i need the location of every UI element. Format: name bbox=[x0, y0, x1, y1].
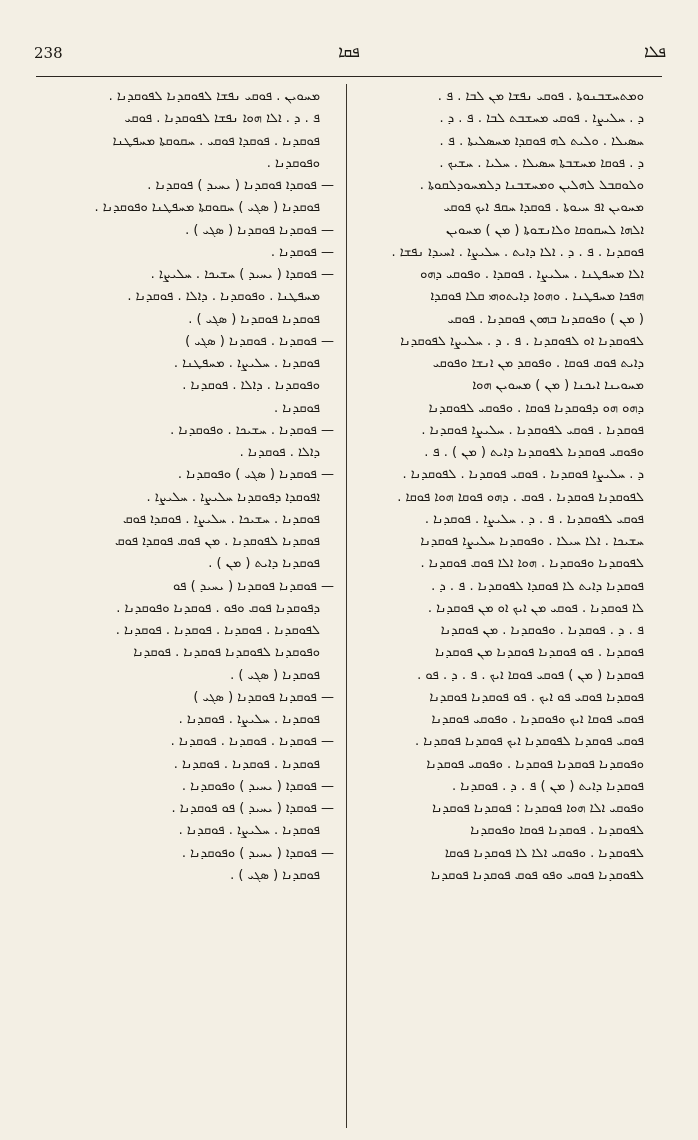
text-line: ܦܘܩܝ ܦܘܩܐ ܐܝܟ ܘܦܘܩܕܢܐ . ܘܦܘܩܝ ܦܘܩܕܢܐ bbox=[431, 712, 644, 727]
dictionary-entry-line: — ܦܘܩܕܢܐ . ܦܘܩܕܢܐ . ܦܘܩܕܢܐ . bbox=[170, 734, 334, 750]
text-line: ܦ . ܕ . ܦܘܩܕܢܐ . ܘܦܘܩܕܢܐ . ܡܢ ܦܘܩܕܢܐ bbox=[440, 623, 644, 638]
dictionary-entry-line: — ܦܘܩܕܢܐ . bbox=[270, 244, 334, 260]
text-line: ܦܘܩܕܢܐ . ܦ . ܕ . ܐܠܐ ܕܐܝܬ . ܚܠܝܨܐ . ܐܚܝܕܐ ܢܦܫܐ . bbox=[391, 244, 644, 260]
text-line: ܦܘܩܕܢܐ ܦܘܩܝ ܦܘ ܐܝܟ . ܦܘ ܦܘܩܕܢܐ ܦܘܩܕܢܐ bbox=[429, 689, 644, 705]
text-line: ܦܘܩܕܢܐ ( ܡܢ ) ܦܘܩܝ ܦܘܩܐ ܐܝܟ . ܦ . ܕ . ܦܘ . bbox=[417, 667, 644, 683]
text-line: ܦܘܩܕܢܐ ܕܐܝܬ ܠܐ ܦܘܩܕܐ ܠܦܘܩܕܢܐ . ܦ . ܕ . bbox=[431, 578, 644, 594]
dictionary-entry-line: — ܦܘܩܕܢܐ ܦܘܩܕܢܐ ( ܝܚܝܕ ) ܦܘ bbox=[173, 578, 334, 594]
text-line: ܠܦܘܩܕܢܐ . ܦܘܩܕܢܐ . ܦܘܩܕܢܐ . ܦܘܩܕܢܐ . bbox=[115, 623, 320, 638]
text-line: ܦܘܩܕܢܐ . ܚܫܝܟܐ . ܚܠܝܨܐ . ܦܘܩܕܐ ܦܘܩ bbox=[123, 511, 320, 527]
text-line: ܚܫܝܟܐ . ܐܠܐ ܚܝܠܐ . ܘܦܘܩܕܢܐ ܚܠܝܨܐ ܦܘܩܕܢܐ bbox=[420, 534, 644, 549]
header-rule bbox=[36, 76, 662, 77]
dictionary-entry-line: — ܦܘܩܕܢܐ ܦܘܩܕܢܐ ( ܣܓܝ ) . bbox=[185, 222, 334, 238]
text-line: ܠܐ ܦܘܩܕܢܐ . ܦܘܩܝ ܡܢ ܐܝܟ ܐܘ ܡܢ ܦܘܩܕܢܐ . bbox=[427, 600, 644, 616]
text-line: ܕܦܘܩܕܢܐ ܦܘܩ ܘܦܘ . ܦܘܩܕܢܐ ܘܦܘܩܕܢܐ . bbox=[116, 600, 320, 616]
text-line: ܕܐܝܬ ܦܘܩ ܦܘܩܐ . ܘܦܘܩܕ ܡܢ ܐܢܫܐ ܘܦܘܩܝ bbox=[432, 356, 644, 371]
text-line: ܘܦܘܩܝ ܐܠܐ ܗܘܐ ܦܘܩܕܢܐ : ܦܘܩܕܢܐ ܦܘܩܕܢܐ bbox=[432, 801, 644, 816]
text-line: ܦܘܩܕܢܐ . ܚܠܝܨܐ . ܦܘܩܕܢܐ . bbox=[178, 823, 320, 839]
text-line: ܦܘܩܕܢܐ ܕܐܝܬ ( ܡܢ ) . bbox=[208, 556, 320, 572]
text-line: ܠܦܘܩܕܢܐ ܦܘܩܕܢܐ . ܦܘܩ . ܕܗܘ ܦܘܩܐ ܗܘܐ ܦܘܩܐ . bbox=[397, 489, 644, 505]
text-line: ܘܦܘܩܕܢܐ . ܕܐܠܐ . ܦܘܩܕܢܐ . bbox=[182, 378, 320, 394]
text-line: ܠܦܘܩܕܢܐ . ܘܦܘܩܝ ܐܠܐ ܠܐ ܦܘܩܕܢܐ ܦܘܩܐ bbox=[444, 845, 644, 861]
text-line: ܐܠܗܐ ܠܚܩܘܩܐ ܘܠܐܢܫܘܬܐ ( ܡܢ ) ܡܚܘܝܢ bbox=[445, 222, 644, 238]
dictionary-entry-line: — ܦܘܩܕܢܐ ( ܣܓܝ ) ܘܦܘܩܕܢܐ . bbox=[177, 467, 334, 483]
text-line: ܦ . ܕ . ܐܠܐ ܗܘܐ ܢܦܫܐ ܠܦܘܩܕܢܐ . ܦܘܩܝ bbox=[124, 111, 320, 127]
text-line: ܕܐܠܐ . ܦܘܩܕܢܐ . bbox=[239, 445, 320, 460]
text-line: ܦܘܩܕܢܐ ܕܐܝܬ ( ܡܢ ) ܦ . ܕ . ܦܘܩܕܢܐ . bbox=[452, 778, 644, 794]
right-column bbox=[362, 86, 658, 887]
text-line: ܦܘܩܕܢܐ . ܦܘܩܝ ܠܦܘܩܕܢܐ . ܚܠܝܨܐ ܦܘܩܕܢܐ . bbox=[421, 422, 644, 438]
dictionary-entry-line: — ܦܘܩܕܐ ܦܘܩܕܢܐ ( ܝܚܝܕ ) ܦܘܩܕܢܐ . bbox=[147, 178, 334, 193]
text-line: ( ܡܢ ) ܘܦܘܩܕܢܐ ܒܗܘܢ ܦܘܩܕܢܐ . ܦܘܩܝ bbox=[447, 311, 644, 327]
running-head-right: ܦܠܐ bbox=[644, 42, 666, 61]
text-line: ܗܦܟܐ ܡܚܦܛܢܐ . ܘܗܘܐ ܕܐܝܬܘܗܝ ܩܠܐ ܦܘܩܕܐ bbox=[430, 289, 644, 305]
dictionary-entry-line: — ܦܘܩܕܢܐ ܦܘܩܕܢܐ ( ܣܓܝ ) bbox=[193, 689, 334, 705]
dictionary-entry-line: — ܦܘܩܕܐ ( ܝܚܝܕ ) ܘܦܘܩܕܢܐ . bbox=[181, 778, 334, 794]
dictionary-entry-line: — ܦܘܩܕܐ ( ܝܚܝܕ ) ܘܦܘܩܕܢܐ . bbox=[181, 845, 334, 861]
text-line: ܠܦܘܩܕܢܐ ܦܘܩܝ ܘܦܘ ܦܘܩ ܦܘܩܕܢܐ ܦܘܩܕܢܐ bbox=[431, 867, 644, 883]
text-line: ܚܣܝܠܐ . ܘܠܝܬ ܠܗ ܦܘܩܕܐ ܡܚܣܠܝܬܐ . ܦ . bbox=[439, 133, 644, 149]
text-line: ܦܘܩܕܢܐ ܠܦܘܩܕܢܐ . ܡܢ ܦܘܩ ܦܘܩܕܐ ܦܘܩ bbox=[115, 534, 320, 549]
text-line: ܕ . ܦܘܩܐ ܡܚܫܒܬܐ ܚܣܝܠܐ . ܚܠܝܐ . ܚܫܝܟ . bbox=[439, 155, 644, 171]
text-line: ܦܘܩܕܢܐ ܦܘܩܕܢܐ ( ܣܓܝ ) . bbox=[188, 311, 320, 327]
page-header bbox=[20, 40, 678, 70]
text-line: ܦܘܩܕܢܐ . bbox=[274, 400, 320, 416]
text-line: ܡܚܘܝܢܐ ܐܝܟܢܐ ( ܡܢ ) ܡܚܘܝܢ ܗܘܐ bbox=[472, 378, 644, 394]
text-line: ܦܘܩܕܢܐ ( ܣܓܝ ) ܚܩܘܩܬܐ ܡܚܦܛܢܐ ܘܦܘܩܕܢܐ . bbox=[94, 200, 320, 216]
text-line: ܦܘܩܕܢܐ . ܚܠܝܨܐ . ܦܘܩܕܢܐ . bbox=[178, 712, 320, 727]
text-line: ܠܦܘܩܕܢܐ . ܦܘܩܕܢܐ ܦܘܩܐ ܘܦܘܩܕܢܐ bbox=[470, 823, 644, 839]
left-column bbox=[38, 86, 334, 887]
text-line: ܦܘܩܕܢܐ . ܦܘܩܕܢܐ . ܦܘܩܕܢܐ . bbox=[173, 756, 320, 772]
column-divider bbox=[346, 84, 347, 1128]
text-line: ܘܦܘܩܕܢܐ ܦܘܩܕܢܐ ܦܘܩܕܢܐ . ܘܦܘܩܝ ܦܘܩܕܢܐ bbox=[426, 756, 644, 772]
text-line: ܘܦܘܩܝ ܦܘܩܕܢܐ ܠܦܘܩܕܢܐ ܕܐܝܬ ( ܡܢ ) . ܦ . bbox=[424, 445, 644, 460]
dictionary-entry-line: — ܦܘܩܕܐ ( ܝܚܝܕ ) ܚܫܝܟܐ . ܚܠܝܨܐ . bbox=[150, 267, 334, 282]
text-line: ܘܡܬܚܫܒܢܘܬܐ . ܦܘܩܝ ܢܦܫܐ ܡܢ ܠܒܐ . ܦ . bbox=[437, 89, 644, 104]
text-line: ܦܘܩܕܢܐ ( ܣܓܝ ) . bbox=[230, 867, 320, 883]
text-line: ܘܦܘܩܕܢܐ . bbox=[266, 155, 320, 171]
text-line: ܕ . ܚܠܝܨܐ ܦܘܩܕܢܐ . ܦܘܩܝ ܦܘܩܕܢܐ . ܠܦܘܩܕܢܐ . bbox=[402, 467, 644, 483]
text-line: ܠܦܘܩܕܢܐ ܘܦܘܩܕܢܐ . ܗܘܐ ܐܠܐ ܦܘܩ ܦܘܩܕܢܐ . bbox=[420, 556, 644, 572]
running-head-center: ܦܩܐ bbox=[338, 42, 360, 61]
text-line: ܦܘܩܕܢܐ . ܦܘܩܕܐ ܦܘܩܝ . ܚܩܘܩܬܐ ܡܚܦܛܢܐ bbox=[112, 133, 320, 149]
text-line: ܐܦܘܩܕܐ ܕܦܘܩܕܢܐ ܚܠܝܨܐ . ܚܠܝܨܐ . bbox=[146, 489, 320, 505]
text-line: ܕ . ܚܠܝܨܐ . ܦܘܩܝ ܡܚܫܒܬ ܠܒܐ . ܦ . ܕ . bbox=[439, 111, 644, 127]
text-line: ܦܘܩܕܢܐ ( ܣܓܝ ) . bbox=[230, 667, 320, 683]
dictionary-entry-line: — ܦܘܩܕܢܐ . ܦܘܩܕܢܐ ( ܣܓܝ ) bbox=[185, 333, 334, 349]
text-line: ܦܘܩܝ ܦܘܩܕܢܐ ܠܦܘܩܕܢܐ ܐܝܟ ܦܘܩܕܢܐ ܦܘܩܕܢܐ . bbox=[414, 734, 644, 750]
text-line: ܘܦܘܩܕܢܐ ܠܦܘܩܕܢܐ ܦܘܩܕܢܐ . ܦܘܩܕܢܐ bbox=[133, 645, 320, 661]
dictionary-entry-line: — ܦܘܩܕܢܐ . ܚܫܝܟܐ . ܘܦܘܩܕܢܐ . bbox=[170, 422, 334, 438]
text-line: ܕܗܘ ܗܘ ܕܦܘܩܕܢܐ ܦܘܩܐ . ܘܦܘܩܝ ܠܦܘܩܕܢܐ bbox=[428, 400, 644, 416]
text-line: ܘܠܘܩܒܠ ܠܗܠܝܢ ܘܡܚܫܒܢܐ ܕܠܡܚܘܕܠܩܘܬܐ . bbox=[419, 178, 644, 193]
text-line: ܦܘܩܕܢܐ . ܦܘ ܦܘܩܕܢܐ ܦܘܩܕܢܐ ܡܢ ܦܘܩܕܢܐ bbox=[435, 645, 644, 661]
text-line: ܐܠܐ ܡܚܦܛܢܐ . ܚܠܝܨܐ . ܦܘܩܕܐ . ܘܦܘܩܝ ܕܗܘ bbox=[420, 267, 644, 282]
text-line: ܡܚܦܛܢܐ . ܘܦܘܩܕܢܐ . ܕܐܠܐ . ܦܘܩܕܢܐ . bbox=[127, 289, 320, 305]
text-line: ܠܦܘܩܕܢܐ ܐܘ ܠܦܘܩܕܢܐ . ܦ . ܕ . ܚܠܝܨܐ ܠܦܘܩܕܢܐ bbox=[400, 333, 644, 349]
text-line: ܦܘܩܕܢܐ . ܚܠܝܨܐ . ܡܚܦܛܢܐ . bbox=[173, 356, 320, 371]
dictionary-entry-line: — ܦܘܩܕܐ ( ܝܚܝܕ ) ܦܘ ܦܘܩܕܢܐ . bbox=[171, 801, 334, 816]
text-line: ܦܘܩܝ ܠܦܘܩܕܢܐ . ܦ . ܕ . ܚܠܝܨܐ . ܦܘܩܕܢܐ . bbox=[424, 511, 644, 527]
page-number: 238 bbox=[34, 44, 63, 62]
text-line: ܡܚܘܝܢ ܐܦ ܚܝܘܬܐ . ܦܘܩܕܐ ܚܩܦ ܐܝܟ ܦܘܩܝ bbox=[443, 200, 644, 216]
text-line: ܡܚܘܝܢ . ܦܘܩܝ ܢܦܫܐ ܠܦܘܩܕܢܐ ܠܦܘܩܕܢܐ . bbox=[108, 89, 320, 104]
